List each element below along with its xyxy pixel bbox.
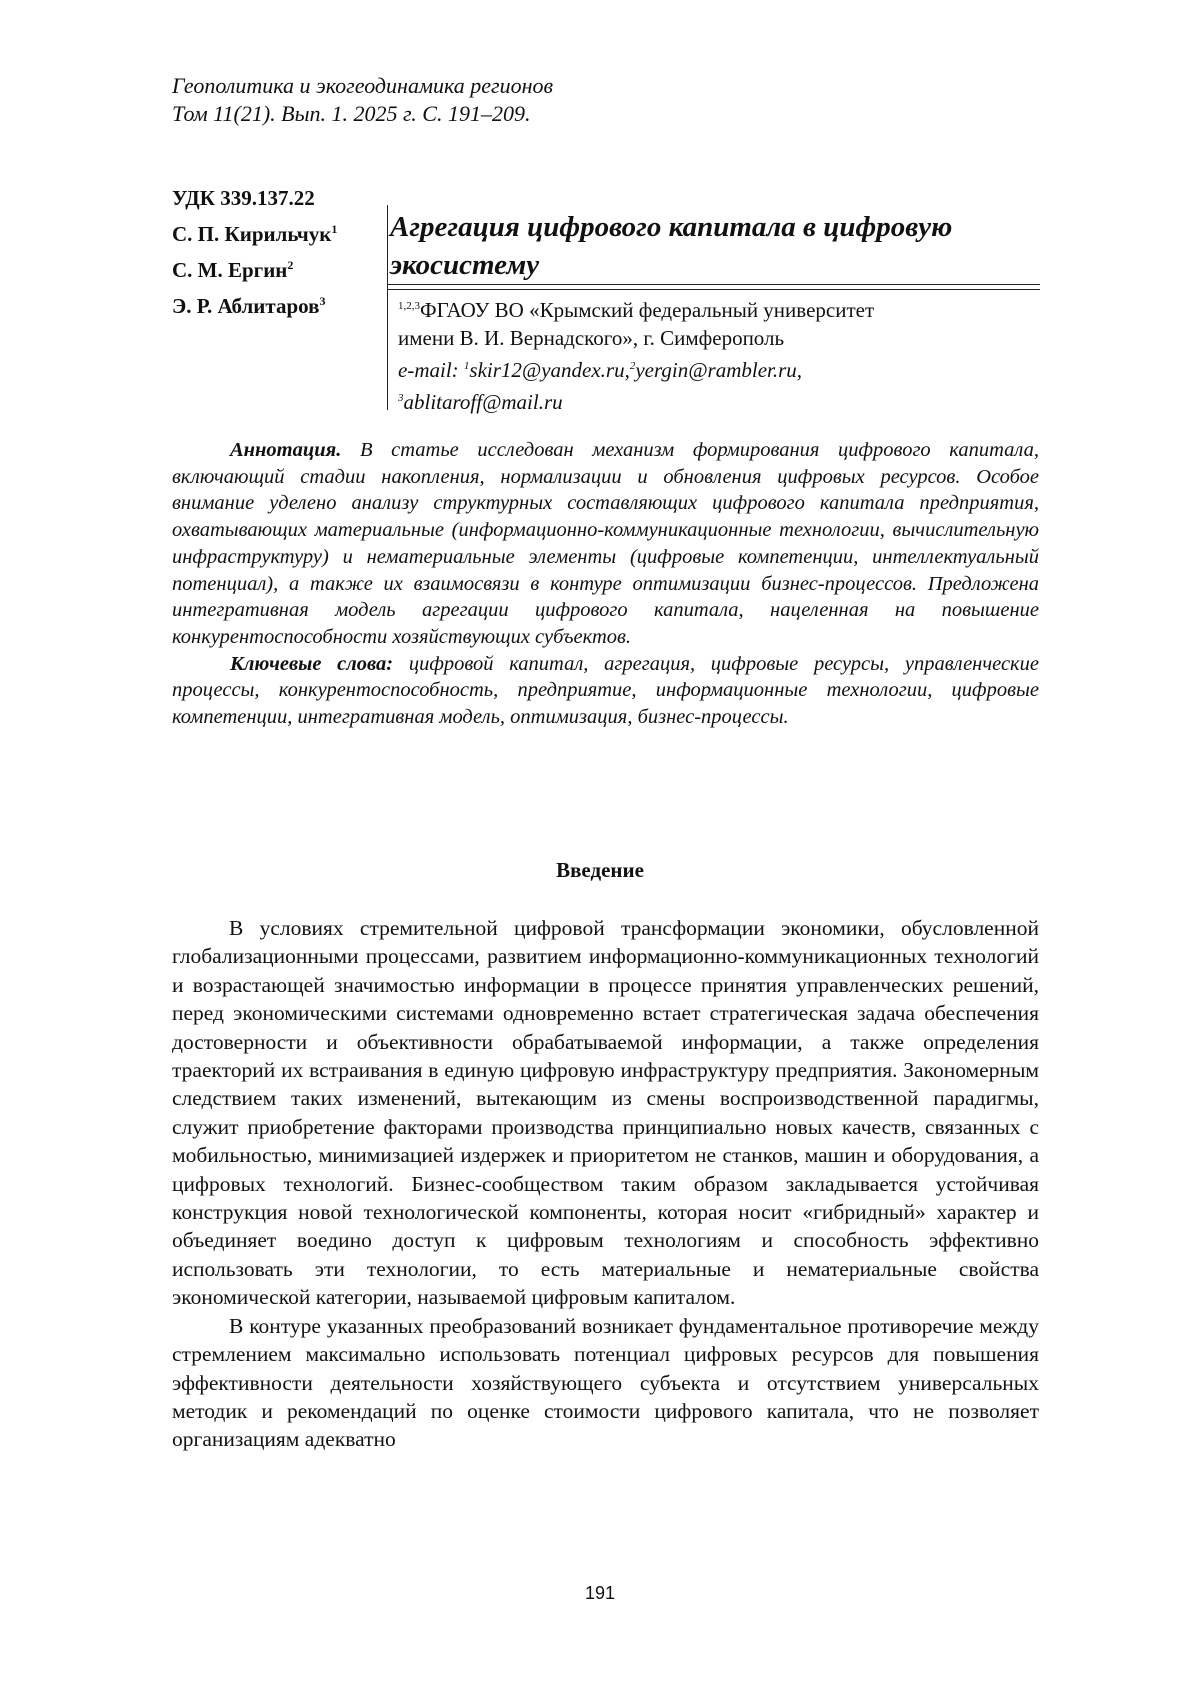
page-number: 191 [584, 1583, 616, 1603]
abstract-paragraph [172, 437, 1039, 651]
abstract-text: В статье исследован механизм формирования цифрового капитала, включающий стадии накопления, нормализации и обновления цифровых ресурсов. Особое внимание уделено анализу структурных составляющих цифрового капитала предприятия, охватывающих материальные (информационно-коммуникационные технологии, вычислительную инфраструктуру) и нематериальные элементы (цифровые компетенции, интеллектуальный потенциал), а также их взаимосвязи в контуре оптимизации бизнес-процессов. Предложена интегративная модель агрегации цифрового капитала, нацеленная на повышение конкурентоспособности хозяйствующих субъектов. [172, 439, 1039, 648]
title-rule-bottom [387, 289, 1040, 290]
body-text [172, 914, 1039, 1454]
title-line-1: Агрегация цифрового капитала в цифровую [390, 211, 953, 243]
affiliation-line-2: имени В. И. Вернадского», г. Симферополь [398, 326, 785, 350]
email-1[interactable]: skir12@yandex.ru, [469, 358, 630, 382]
title-divider-vertical [387, 205, 388, 410]
body-paragraph-2: В контуре указанных преобразований возникает фундаментальное противоречие между стремлением максимально использовать потенциал цифровых ресурсов для повышения эффективности деятельности хозяйствующего субъекта и отсутствием универсальных методик и рекомендаций по оценке стоимости цифрового капитала, что не позволяет организациям адекватно [172, 1313, 1039, 1452]
author-3: Э. Р. Аблитаров$^3$ [172, 294, 326, 318]
keywords-text: цифровой капитал, агрегация, цифровые ресурсы, управленческие процессы, конкурентоспособность, предприятие, информационные технологии, цифровые компетенции, интегративная модель, оптимизация, бизнес-процессы. [172, 652, 1039, 729]
affiliation-line-1: $^{1,2,3}$ФГАОУ ВО «Крымский федеральный университет [398, 298, 875, 322]
keywords-label: Ключевые слова: [230, 652, 394, 675]
author-block [172, 183, 337, 322]
abstract-block [172, 437, 1039, 731]
email-2[interactable]: yergin@rambler.ru, [635, 358, 803, 382]
title-line-2: экосистему [390, 249, 540, 281]
keywords-paragraph [172, 651, 1039, 731]
author-1: С. П. Кирильчук$^1$ [172, 222, 338, 246]
udc-code: УДК 339.137.22 [172, 186, 315, 210]
journal-header [172, 72, 553, 128]
journal-title: Геополитика и экогеодинамика регионов [172, 73, 554, 98]
section-heading-introduction: Введение [556, 858, 644, 882]
abstract-label: Аннотация. [230, 439, 342, 461]
article-title [390, 208, 1040, 284]
affiliation [398, 292, 1038, 416]
title-rule-top [387, 284, 1040, 285]
body-paragraph-1: В условиях стремительной цифровой трансформации экономики, обусловленной глобализационными процессами, развитием информационно-коммуникационных технологий и возрастающей значимостью информации в процессе принятия управленческих решений, перед экономическими системами одновременно встает стратегическая задача обеспечения достоверности и объективности обрабатываемой информации, а также определения траекторий их встраивания в единую цифровую инфраструктуру предприятия. Закономерным следствием таких изменений, вытекающим из смены воспроизводственной парадигмы, служит приобретение факторами производства принципиально новых качеств, связанных с мобильностью, минимизацией издержек и приоритетом не станков, машин и оборудования, а цифровых технологий. Бизнес-сообществом таким образом закладывается устойчивая конструкция новой технологической компоненты, которая носит «гибридный» характер и объединяет воедино доступ к цифровым технологиям и способность эффективно использовать эти технологии, то есть материальные и нематериальные свойства экономической категории, называемой цифровым капиталом. [172, 916, 1039, 1310]
journal-issue: Том 11(21). Вып. 1. 2025 г. С. 191–209. [172, 101, 531, 126]
email-line-1: e-mail: $^1$skir12@yandex.ru,$^2$yergin@rambler.ru, [398, 358, 803, 382]
email-3[interactable]: ablitaroff@mail.ru [403, 390, 563, 414]
author-2: С. М. Ергин$^2$ [172, 258, 294, 282]
email-line-2: $^3$ablitaroff@mail.ru [398, 390, 563, 414]
